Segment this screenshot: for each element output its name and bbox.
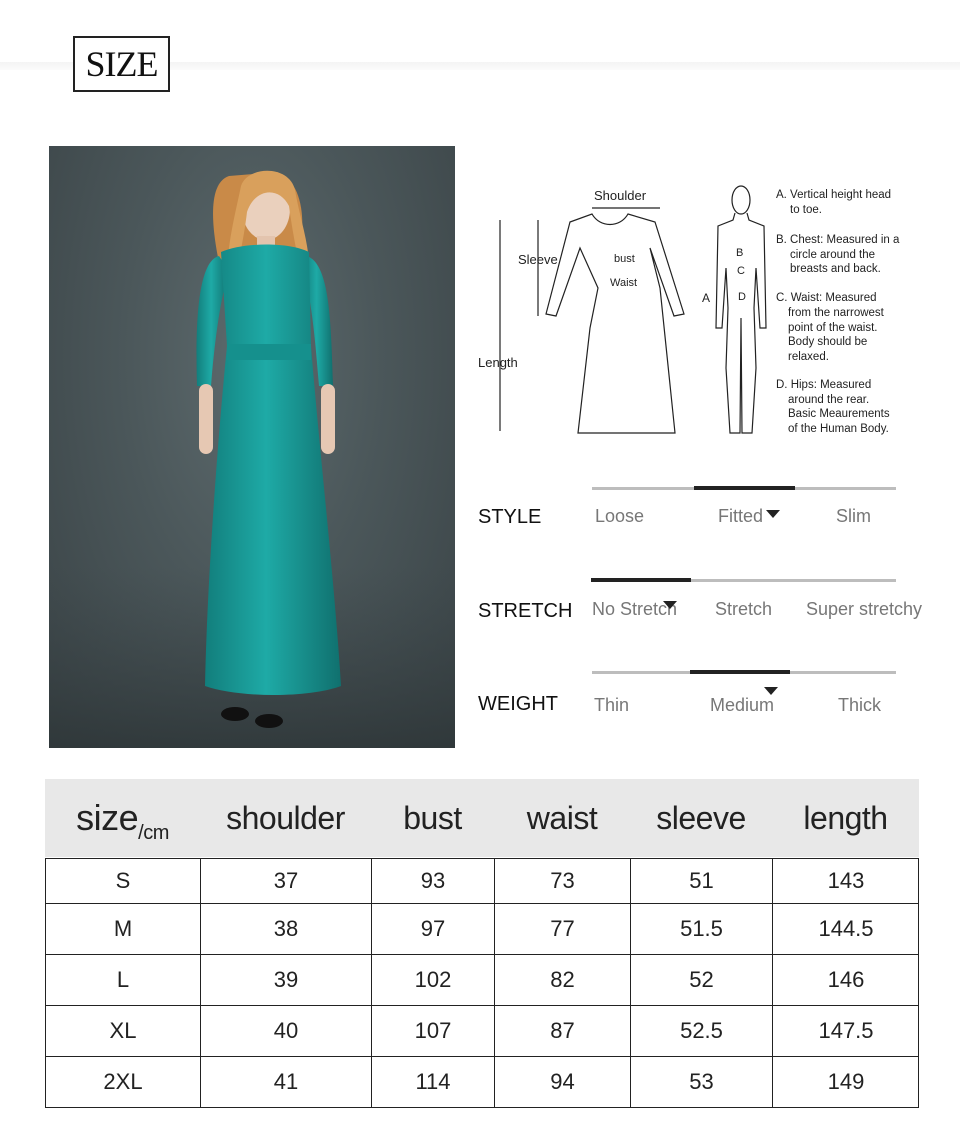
note-d-line4: of the Human Body. bbox=[788, 423, 889, 435]
stretch-selected-pointer bbox=[663, 601, 677, 609]
header-waist: waist bbox=[526, 799, 598, 836]
dress-outline bbox=[546, 214, 684, 433]
table-row bbox=[45, 903, 919, 954]
note-d-line2: around the rear. bbox=[788, 394, 870, 406]
note-a-line1: A. Vertical height head bbox=[776, 189, 892, 201]
cell-shoulder: 37 bbox=[200, 859, 371, 903]
marker-b: B bbox=[736, 247, 744, 259]
style-title: STYLE bbox=[478, 506, 542, 528]
sleeve-label: Sleeve bbox=[518, 252, 558, 267]
size-table-header bbox=[45, 779, 919, 857]
length-label: Length bbox=[478, 355, 518, 370]
cell-sleeve: 52 bbox=[630, 955, 772, 1005]
note-b-line1: B. Chest: Measured in a bbox=[776, 234, 900, 246]
header-sleeve: sleeve bbox=[656, 799, 746, 836]
cell-size: XL bbox=[45, 1006, 200, 1056]
cell-sleeve: 51.5 bbox=[630, 904, 772, 954]
cell-length: 143 bbox=[772, 859, 919, 903]
cell-sleeve: 51 bbox=[630, 859, 772, 903]
note-c-line2: from the narrowest bbox=[788, 307, 884, 319]
cell-size: S bbox=[45, 859, 200, 903]
cell-bust: 114 bbox=[371, 1057, 494, 1107]
size-label: size bbox=[76, 797, 139, 838]
body-figure bbox=[716, 186, 766, 433]
cell-shoulder: 38 bbox=[200, 904, 371, 954]
cell-sleeve: 52.5 bbox=[630, 1006, 772, 1056]
weight-option-thick: Thick bbox=[838, 695, 882, 715]
unit-label: /cm bbox=[138, 821, 169, 844]
cell-length: 146 bbox=[772, 955, 919, 1005]
note-c-line4: Body should be bbox=[788, 336, 868, 348]
note-a-line2: to toe. bbox=[790, 204, 822, 216]
bust-label: bust bbox=[614, 253, 635, 265]
weight-option-medium: Medium bbox=[710, 695, 775, 715]
cell-size: L bbox=[45, 955, 200, 1005]
weight-title: WEIGHT bbox=[478, 693, 558, 715]
weight-track-active bbox=[690, 670, 790, 674]
style-selected-pointer bbox=[766, 510, 780, 518]
note-c-line3: point of the waist. bbox=[788, 322, 878, 334]
stretch-option-none: No Stretch bbox=[592, 599, 678, 619]
cell-length: 149 bbox=[772, 1057, 919, 1107]
marker-d: D bbox=[738, 291, 746, 303]
cell-waist: 77 bbox=[494, 904, 630, 954]
note-b-line2: circle around the bbox=[790, 249, 876, 261]
cell-bust: 102 bbox=[371, 955, 494, 1005]
cell-size: M bbox=[45, 904, 200, 954]
note-c-line1: C. Waist: Measured bbox=[776, 292, 877, 304]
note-c-line5: relaxed. bbox=[788, 351, 829, 363]
page-title: SIZE bbox=[73, 36, 170, 92]
cell-length: 147.5 bbox=[772, 1006, 919, 1056]
cell-bust: 107 bbox=[371, 1006, 494, 1056]
weight-selected-pointer bbox=[764, 687, 778, 695]
cell-bust: 93 bbox=[371, 859, 494, 903]
cell-size: 2XL bbox=[45, 1057, 200, 1107]
style-option-loose: Loose bbox=[595, 506, 645, 526]
stretch-option-super: Super stretchy bbox=[806, 599, 923, 619]
header-length: length bbox=[803, 799, 888, 836]
cell-length: 144.5 bbox=[772, 904, 919, 954]
cell-waist: 82 bbox=[494, 955, 630, 1005]
shoulder-label: Shoulder bbox=[594, 188, 647, 203]
waist-label: Waist bbox=[610, 277, 638, 289]
model-illustration bbox=[49, 146, 455, 748]
marker-a: A bbox=[702, 291, 711, 305]
style-option-slim: Slim bbox=[836, 506, 871, 526]
table-row bbox=[45, 1056, 919, 1108]
cell-shoulder: 41 bbox=[200, 1057, 371, 1107]
table-row bbox=[45, 858, 919, 903]
measurement-diagram bbox=[470, 178, 920, 446]
style-option-fitted: Fitted bbox=[718, 506, 764, 526]
stretch-option-stretch: Stretch bbox=[715, 599, 773, 619]
model-photo bbox=[49, 146, 455, 748]
marker-c: C bbox=[737, 265, 745, 277]
style-track-active bbox=[694, 486, 795, 490]
measurement-notes bbox=[776, 189, 900, 435]
header-bust: bust bbox=[403, 799, 462, 836]
note-b-line3: breasts and back. bbox=[790, 263, 881, 275]
size-table bbox=[45, 779, 919, 1109]
cell-waist: 87 bbox=[494, 1006, 630, 1056]
table-row bbox=[45, 954, 919, 1005]
note-d-line1: D. Hips: Measured bbox=[776, 379, 872, 391]
stretch-track-active bbox=[591, 578, 691, 582]
cell-waist: 94 bbox=[494, 1057, 630, 1107]
cell-shoulder: 40 bbox=[200, 1006, 371, 1056]
cell-shoulder: 39 bbox=[200, 955, 371, 1005]
stretch-title: STRETCH bbox=[478, 600, 573, 622]
cell-bust: 97 bbox=[371, 904, 494, 954]
header-size bbox=[45, 779, 200, 857]
table-row bbox=[45, 1005, 919, 1056]
cell-sleeve: 53 bbox=[630, 1057, 772, 1107]
note-d-line3: Basic Meaurements bbox=[788, 408, 890, 420]
cell-waist: 73 bbox=[494, 859, 630, 903]
header-shoulder: shoulder bbox=[226, 799, 345, 836]
weight-option-thin: Thin bbox=[594, 695, 630, 715]
